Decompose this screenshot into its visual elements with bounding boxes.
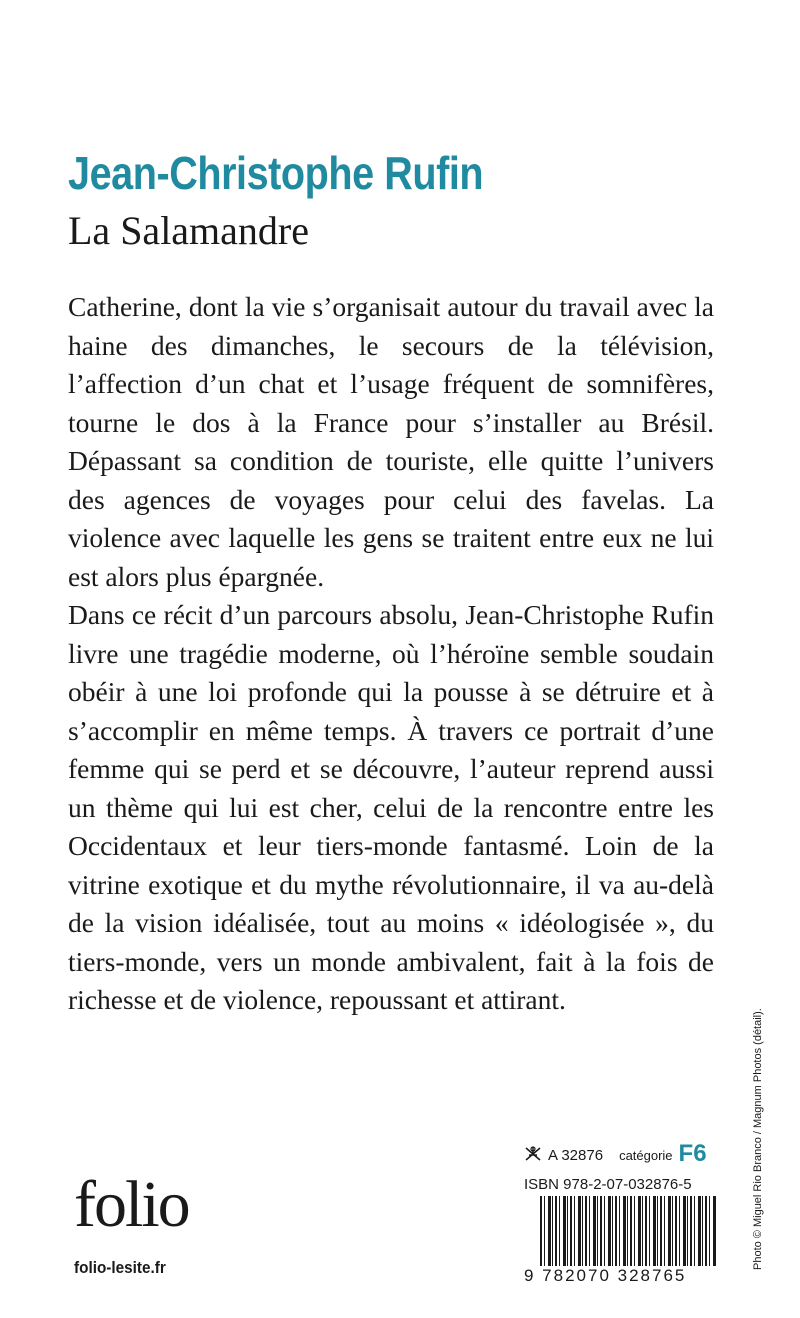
- blurb-paragraph: Catherine, dont la vie s’organisait autour du travail avec la haine des dimanches, le secours de la télévision, l’affection d’un chat et l’usage fréquent de somnifères, tourne le dos à la France pour s’installer au Brésil. Dépassant sa condition de touriste, elle quitte l’univers des agences de voyages pour celui des favelas. La violence avec laquelle les gens se traitent entre eux ne lui est alors plus épargnée.: [68, 291, 714, 592]
- photo-credit: Photo © Miguel Rio Branco / Magnum Photos (détail).: [752, 1008, 764, 1270]
- barcode: [524, 1196, 716, 1286]
- category-label: catégorie: [619, 1148, 673, 1163]
- author-name: Jean-Christophe Rufin: [68, 147, 484, 199]
- gallimard-logo-icon: [524, 1145, 542, 1163]
- category-code: F6: [678, 1140, 707, 1167]
- book-title: La Salamandre: [68, 208, 309, 253]
- catalog-code: A 32876: [548, 1147, 604, 1164]
- back-cover-blurb: [68, 288, 714, 1020]
- publication-info: [524, 1140, 716, 1193]
- blurb-paragraph: Dans ce récit d’un parcours absolu, Jean-Christophe Rufin livre une tragédie moderne, où l’héroïne semble soudain obéir à une loi profonde qui la pousse à se détruire et à s’accomplir en même temps. À travers ce portrait d’une femme qui se perd et se découvre, l’auteur reprend aussi un thème qui lui est cher, celui de la rencontre entre les Occidentaux et leur tiers-monde fantasmé. Loin de la vitrine exotique et du mythe révolutionnaire, il va au-delà de la vision idéalisée, tout au moins « idéologisée », du tiers-monde, vers un monde ambivalent, fait à la fois de richesse et de violence, repoussant et attirant.: [68, 599, 714, 1015]
- folio-logo: folio: [74, 1168, 189, 1241]
- isbn: ISBN 978-2-07-032876-5: [524, 1176, 692, 1193]
- barcode-bars: [540, 1196, 716, 1268]
- barcode-digits: 9 782070 328765: [524, 1266, 716, 1286]
- publisher-website: folio-lesite.fr: [74, 1258, 166, 1277]
